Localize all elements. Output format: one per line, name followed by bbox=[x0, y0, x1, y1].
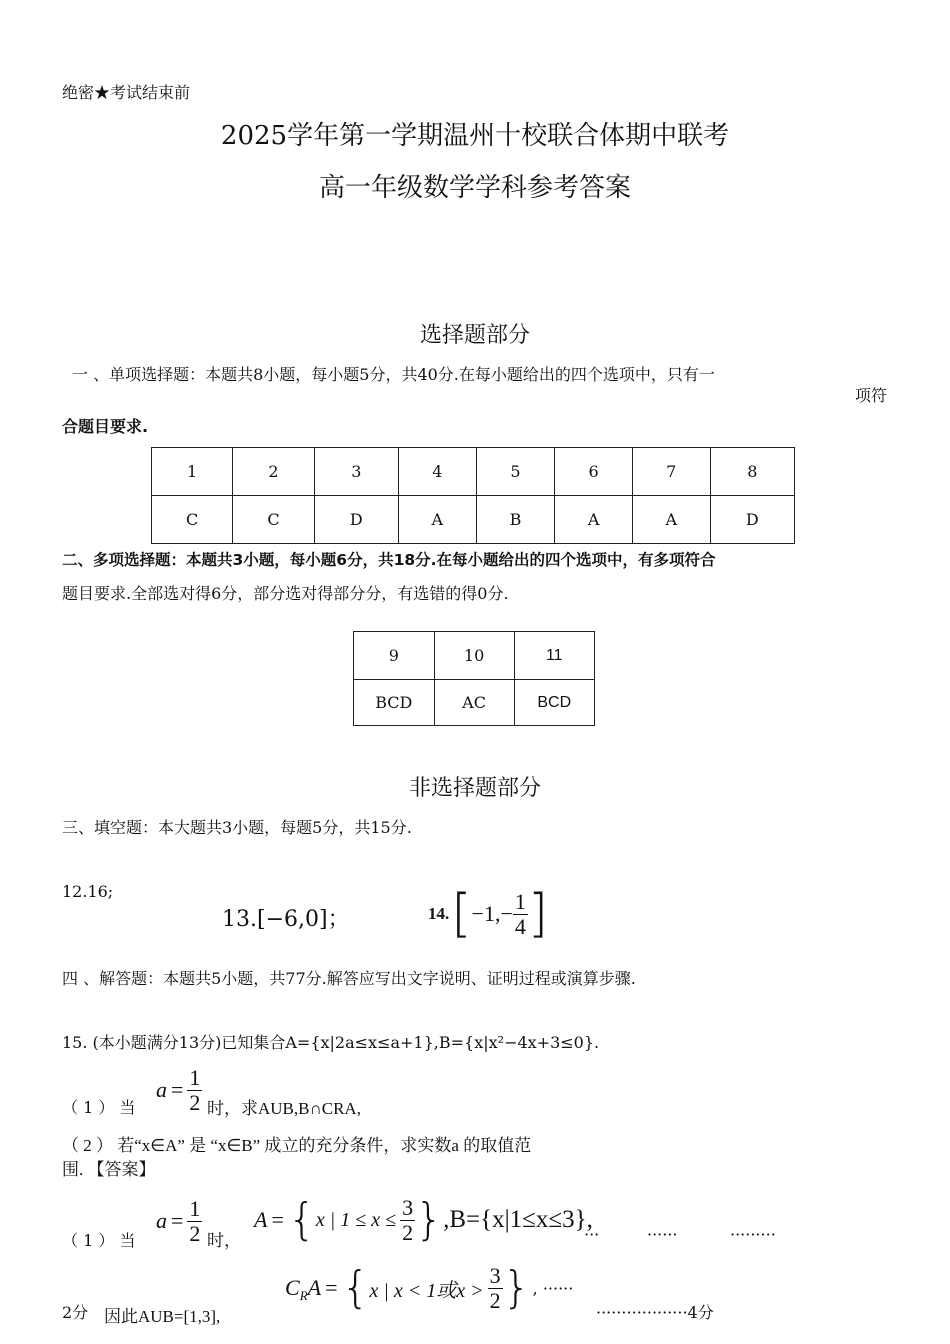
ans1-dots-2: ······ bbox=[647, 1225, 678, 1244]
q15-p1-fraction bbox=[187, 1066, 202, 1113]
answer-q12: 12.16; bbox=[62, 882, 114, 901]
table-cell: 7 bbox=[632, 448, 710, 496]
cra-dots: , ······ bbox=[532, 1278, 574, 1298]
table-cell: C bbox=[152, 496, 233, 544]
ans1-denominator: 2 bbox=[189, 1220, 201, 1246]
cra-denominator: 2 bbox=[489, 1287, 501, 1313]
q15-part2-cont: 围. 【答案】 bbox=[62, 1160, 156, 1179]
setB-text: ,B={x|1≤x≤3}, bbox=[443, 1206, 593, 1233]
cra-sub: R bbox=[299, 1288, 308, 1303]
cra-A: A bbox=[307, 1275, 322, 1300]
table-cell: A bbox=[632, 496, 710, 544]
table-cell: 8 bbox=[710, 448, 794, 496]
setA-eq: = bbox=[271, 1207, 284, 1232]
q15-part1-math bbox=[156, 1062, 202, 1118]
setA-denominator: 2 bbox=[402, 1219, 414, 1245]
table-cell: A bbox=[398, 496, 476, 544]
table-cell: 1 bbox=[152, 448, 233, 496]
q15-part2: （ 2 ） 若“x∈A” 是 “x∈B” 成立的充分条件，求实数a 的取值范 bbox=[62, 1136, 532, 1155]
exam-title: 2025学年第一学期温州十校联合体期中联考 bbox=[220, 121, 730, 151]
single-choice-instructions-cont: 合题目要求. bbox=[62, 417, 149, 436]
fill-blank-instructions: 三、填空题：本大题共3小题，每题5分，共15分. bbox=[62, 818, 412, 837]
table-cell: 2 bbox=[233, 448, 314, 496]
q14-left-bracket: [ bbox=[451, 884, 472, 944]
table-cell: 4 bbox=[398, 448, 476, 496]
q14-denominator: 4 bbox=[514, 913, 526, 939]
table-cell: D bbox=[314, 496, 398, 544]
exam-subtitle: 高一年级数学学科参考答案 bbox=[318, 173, 631, 203]
ans1-prefix: （ 1 ） 当 bbox=[62, 1231, 136, 1250]
single-choice-instructions: 一 、单项选择题：本题共8小题，每小题5分，共40分.在每小题给出的四个选项中，只有一 bbox=[72, 365, 715, 384]
question-number-row bbox=[152, 448, 795, 496]
multi-choice-instructions: 二、多项选择题：本题共3小题，每小题6分，共18分.在每小题给出的四个选项中，有多项符合 bbox=[62, 551, 716, 569]
choice-section-heading: 选择题部分 bbox=[419, 323, 530, 348]
table-cell: 11 bbox=[514, 632, 594, 680]
nonchoice-section-heading: 非选择题部分 bbox=[408, 776, 541, 801]
cra-left-brace: { bbox=[341, 1262, 370, 1313]
table-cell: AC bbox=[434, 680, 514, 726]
setA-right-brace: } bbox=[415, 1194, 444, 1245]
multi-choice-answer-table bbox=[353, 631, 595, 726]
cra-fraction bbox=[488, 1264, 503, 1311]
q14-fraction bbox=[513, 890, 528, 937]
table-cell: 6 bbox=[555, 448, 633, 496]
answer-row bbox=[152, 496, 795, 544]
q14-right-bracket: ] bbox=[527, 884, 549, 944]
single-choice-answer-table bbox=[151, 447, 795, 544]
ans1-dots-1: ··· bbox=[584, 1225, 600, 1244]
ans1-a-math bbox=[156, 1193, 202, 1249]
ans1-fraction bbox=[187, 1197, 202, 1244]
table-cell: 3 bbox=[314, 448, 398, 496]
answer-row bbox=[354, 680, 595, 726]
table-cell: 10 bbox=[434, 632, 514, 680]
question-number-row bbox=[354, 632, 595, 680]
q14-numerator: 1 bbox=[514, 889, 526, 915]
q15-part1-text: 时，求AUB,B∩CRA, bbox=[207, 1099, 361, 1118]
setA-fraction bbox=[400, 1196, 415, 1243]
setA-body: x | 1 ≤ x ≤ bbox=[315, 1208, 397, 1231]
cra-right-brace: } bbox=[502, 1262, 531, 1313]
ans1-shi: 时， bbox=[207, 1231, 241, 1250]
last-line-prefix: 2分 bbox=[62, 1303, 89, 1322]
ans1-numerator: 1 bbox=[189, 1196, 201, 1222]
setA-left-brace: { bbox=[287, 1194, 316, 1245]
secret-mark: 绝密★考试结束前 bbox=[62, 83, 191, 102]
last-line-dots: ··················4分 bbox=[596, 1303, 714, 1322]
solve-instructions: 四 、解答题：本题共5小题，共77分.解答应写出文字说明、证明过程或演算步骤. bbox=[62, 969, 636, 988]
answer-q14 bbox=[428, 886, 548, 942]
table-cell: A bbox=[555, 496, 633, 544]
cra-body: x | x < 1或x > bbox=[369, 1279, 484, 1302]
ans1-dots-3: ········· bbox=[730, 1225, 776, 1244]
ans1-eq: = bbox=[171, 1208, 184, 1233]
q15-p1-numerator: 1 bbox=[189, 1065, 201, 1091]
q15-p1-denominator: 2 bbox=[189, 1089, 201, 1115]
q15-part1-prefix: （ 1 ） 当 bbox=[62, 1098, 136, 1117]
table-cell: BCD bbox=[354, 680, 435, 726]
q15-stem: 15. (本小题满分13分)已知集合A={x|2a≤x≤a+1},B={x|x²−4x+3≤0}. bbox=[62, 1033, 600, 1052]
multi-choice-instructions-cont: 题目要求.全部选对得6分，部分选对得部分分，有选错的得0分. bbox=[62, 584, 509, 603]
ans1-complement bbox=[285, 1258, 573, 1318]
setA-lhs: A bbox=[254, 1207, 268, 1232]
table-cell: B bbox=[476, 496, 555, 544]
table-cell: D bbox=[710, 496, 794, 544]
ans1-setA bbox=[254, 1190, 593, 1250]
table-cell: 5 bbox=[476, 448, 555, 496]
table-cell: BCD bbox=[514, 680, 594, 726]
answer-q13: 13.[−6,0]； bbox=[222, 907, 350, 932]
cra-eq: = bbox=[325, 1275, 338, 1300]
q15-p1-a: a bbox=[156, 1077, 167, 1102]
table-cell: 9 bbox=[354, 632, 435, 680]
single-choice-instructions-end: 项符 bbox=[854, 386, 887, 405]
cra-C: C bbox=[285, 1275, 300, 1300]
cra-numerator: 3 bbox=[489, 1263, 501, 1289]
ans1-a: a bbox=[156, 1208, 167, 1233]
table-cell: C bbox=[233, 496, 314, 544]
setA-numerator: 3 bbox=[402, 1195, 414, 1221]
q14-value: −1,− bbox=[471, 901, 513, 926]
q15-p1-eq: = bbox=[171, 1077, 184, 1102]
last-line-text: 因此AUB=[1,3], bbox=[104, 1307, 221, 1326]
q14-label: 14. bbox=[428, 904, 450, 923]
